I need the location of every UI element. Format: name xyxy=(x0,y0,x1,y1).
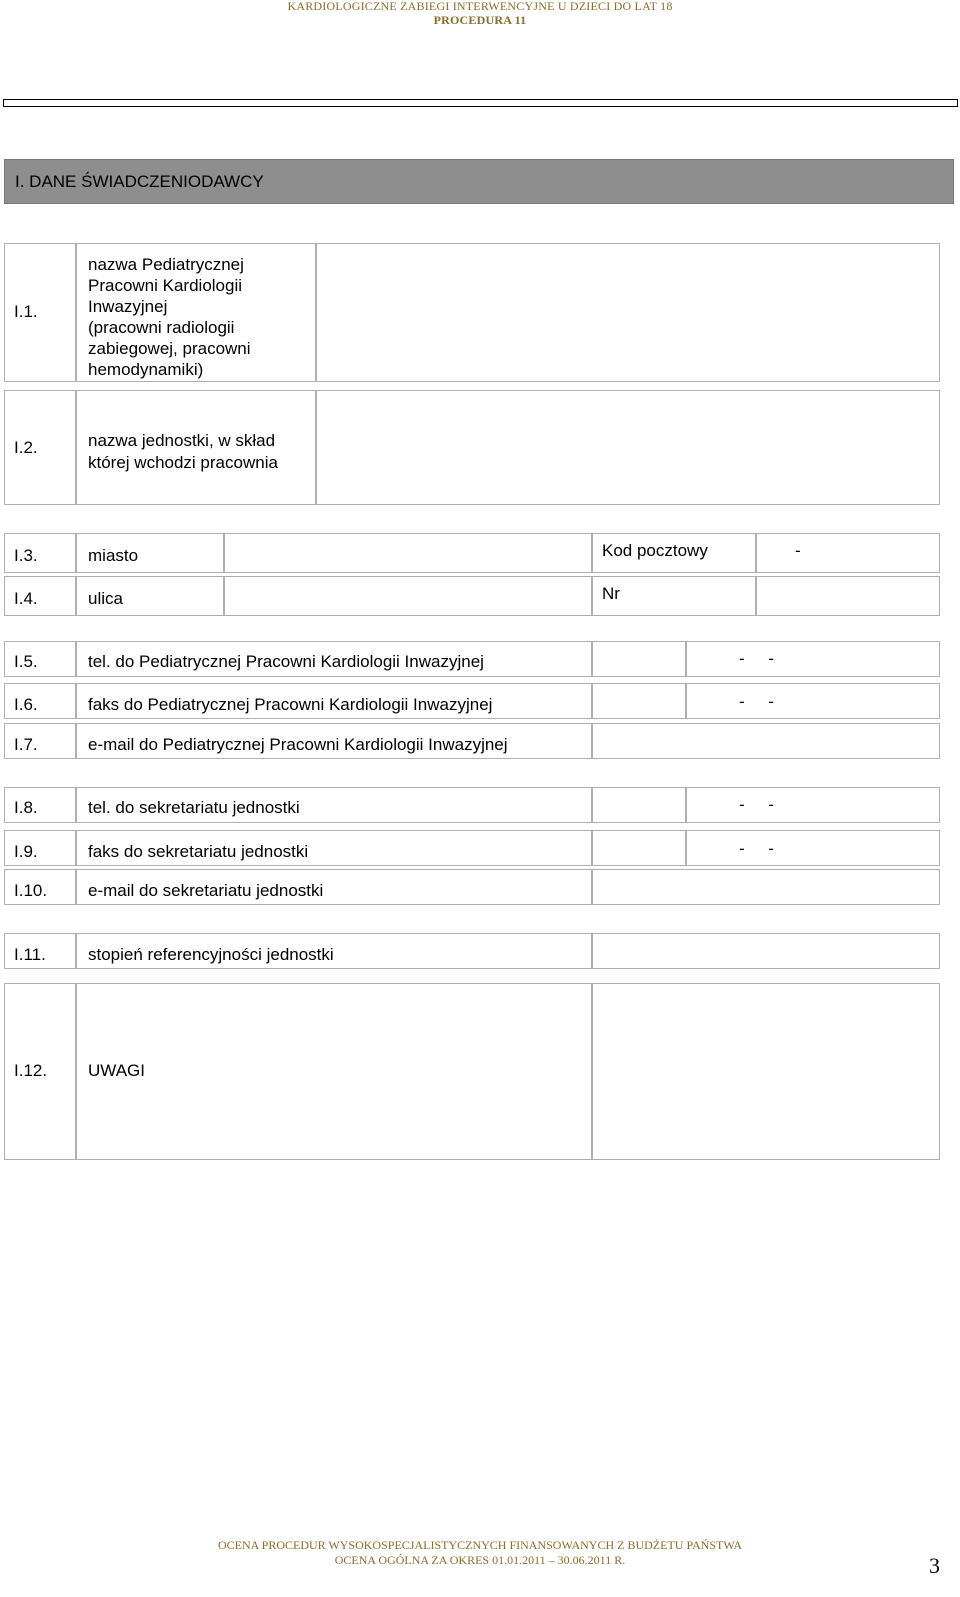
row-i6-label: faks do Pediatrycznej Pracowni Kardiologii Inwazyjnej xyxy=(88,695,493,714)
row-i7-number: I.7. xyxy=(14,735,38,754)
city-field[interactable] xyxy=(224,533,592,573)
row-i1-value-field[interactable] xyxy=(316,243,940,382)
office-fax-separators: - - xyxy=(739,839,774,858)
row-i1-label-line: (pracowni radiologii xyxy=(88,318,235,337)
row-i9-label: faks do sekretariatu jednostki xyxy=(88,842,309,861)
row-i6-number: I.6. xyxy=(14,695,38,714)
postal-code-label: Kod pocztowy xyxy=(602,541,708,560)
house-number-label: Nr xyxy=(602,584,620,603)
row-i1-label-line: zabiegowej, pracowni xyxy=(88,339,251,358)
lab-fax-separators: - - xyxy=(739,692,774,711)
document-header-title: KARDIOLOGICZNE ZABIEGI INTERWENCYJNE U DZIECI DO LAT 18 xyxy=(287,0,673,13)
row-i4-label: ulica xyxy=(88,589,123,608)
row-i3-number: I.3. xyxy=(14,546,38,565)
lab-fax-field[interactable] xyxy=(686,683,940,719)
row-i4-number: I.4. xyxy=(14,589,38,608)
lab-phone-prefix-field[interactable] xyxy=(592,641,686,677)
postal-code-separator: - xyxy=(795,541,801,560)
row-i2-label-line: której wchodzi pracownia xyxy=(88,453,278,472)
reference-level-field[interactable] xyxy=(592,933,940,969)
row-i8-label: tel. do sekretariatu jednostki xyxy=(88,798,300,817)
document-header-procedure: PROCEDURA 11 xyxy=(433,13,527,27)
row-i5-number: I.5. xyxy=(14,652,38,671)
row-i5-label: tel. do Pediatrycznej Pracowni Kardiologii Inwazyjnej xyxy=(88,652,484,671)
row-i1-label-line: Pracowni Kardiologii xyxy=(88,276,243,295)
office-fax-prefix-field[interactable] xyxy=(592,830,686,866)
row-i2-label-line: nazwa jednostki, w skład xyxy=(88,431,276,450)
remarks-field[interactable] xyxy=(592,983,940,1160)
lab-phone-field[interactable] xyxy=(686,641,940,677)
section-title: I. DANE ŚWIADCZENIODAWCY xyxy=(15,171,264,191)
page-number: 3 xyxy=(929,1553,940,1578)
office-email-field[interactable] xyxy=(592,869,940,905)
footer-period: OCENA OGÓLNA ZA OKRES 01.01.2011 – 30.06.2011 R. xyxy=(334,1553,626,1567)
office-phone-prefix-field[interactable] xyxy=(592,787,686,823)
lab-fax-prefix-field[interactable] xyxy=(592,683,686,719)
row-i9-number: I.9. xyxy=(14,842,38,861)
lab-email-field[interactable] xyxy=(592,723,940,759)
postal-code-field[interactable] xyxy=(756,533,940,573)
office-phone-separators: - - xyxy=(739,795,774,814)
row-i1-number: I.1. xyxy=(14,302,38,321)
row-i7-label: e-mail do Pediatrycznej Pracowni Kardiologii Inwazyjnej xyxy=(88,735,508,754)
row-i12-number: I.12. xyxy=(14,1061,48,1080)
header-rule xyxy=(3,99,958,107)
row-i8-number: I.8. xyxy=(14,798,38,817)
row-i10-number: I.10. xyxy=(14,881,48,900)
row-i1-label-line: Inwazyjnej xyxy=(88,297,168,316)
street-field[interactable] xyxy=(224,576,592,616)
row-i1-label-line: hemodynamiki) xyxy=(88,360,204,379)
office-fax-field[interactable] xyxy=(686,830,940,866)
footer-title: OCENA PROCEDUR WYSOKOSPECJALISTYCZNYCH FINANSOWANYCH Z BUDŻETU PAŃSTWA xyxy=(217,1538,743,1552)
row-i1-label-line: nazwa Pediatrycznej xyxy=(88,255,244,274)
row-i3-label: miasto xyxy=(88,546,139,565)
row-i2-value-field[interactable] xyxy=(316,390,940,505)
row-i12-label-cell xyxy=(76,983,592,1160)
row-i2-number: I.2. xyxy=(14,438,38,457)
row-i12-label: UWAGI xyxy=(88,1061,145,1080)
row-i11-number: I.11. xyxy=(14,945,46,964)
section-header xyxy=(4,159,954,204)
house-number-field[interactable] xyxy=(756,576,940,616)
office-phone-field[interactable] xyxy=(686,787,940,823)
lab-phone-separators: - - xyxy=(739,649,774,668)
row-i10-label: e-mail do sekretariatu jednostki xyxy=(88,881,324,900)
row-i11-label: stopień referencyjności jednostki xyxy=(88,945,334,964)
